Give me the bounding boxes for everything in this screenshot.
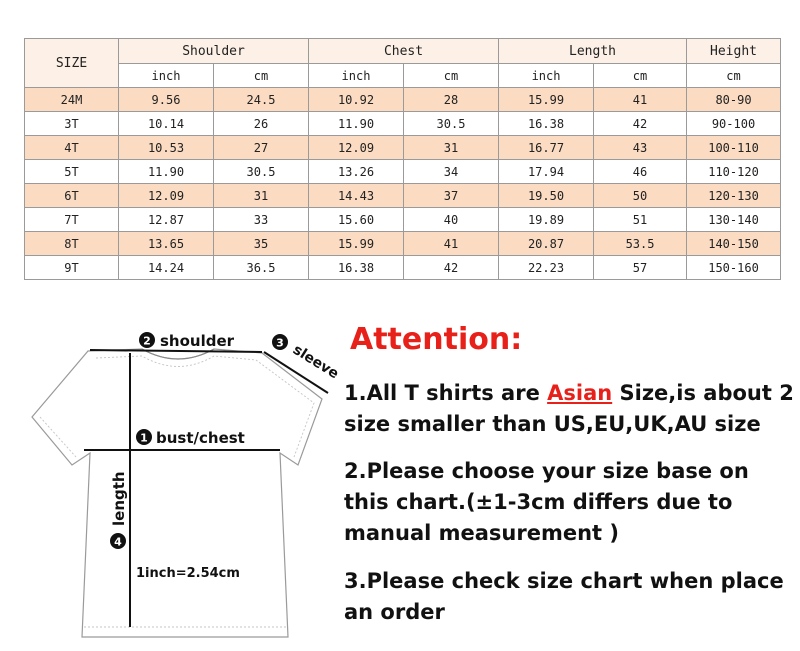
table-cell: 11.90 [309,112,404,136]
table-cell: 80-90 [687,88,781,112]
table-cell: 12.09 [309,136,404,160]
sleeve-label: sleeve [289,341,342,383]
table-row [25,88,781,112]
table-cell: 14.43 [309,184,404,208]
table-cell: 34 [404,160,499,184]
table-cell: 19.89 [499,208,594,232]
table-row [25,232,781,256]
chest-label: bust/chest [156,429,245,447]
table-cell: 22.23 [499,256,594,280]
table-cell: 16.77 [499,136,594,160]
table-cell: 140-150 [687,232,781,256]
table-cell: 90-100 [687,112,781,136]
table-cell: 31 [404,136,499,160]
table-row [25,136,781,160]
size-cell: 5T [25,160,119,184]
measurement-group-header: Length [499,39,687,64]
table-cell: 37 [404,184,499,208]
tshirt-measurement-diagram [18,325,348,645]
table-row [25,256,781,280]
size-cell: 4T [25,136,119,160]
table-cell: 26 [214,112,309,136]
note-1-suffix: Size,is about 2 size smaller than US,EU,UK,AU size [344,381,794,436]
chest-number: 1 [140,431,148,445]
table-cell: 17.94 [499,160,594,184]
unit-header: inch [309,64,404,88]
table-cell: 120-130 [687,184,781,208]
table-row [25,184,781,208]
table-cell: 19.50 [499,184,594,208]
table-cell: 20.87 [499,232,594,256]
size-chart-table [24,38,781,280]
size-cell: 3T [25,112,119,136]
table-cell: 30.5 [404,112,499,136]
table-cell: 15.99 [309,232,404,256]
table-cell: 12.09 [119,184,214,208]
unit-header: cm [594,64,687,88]
table-cell: 50 [594,184,687,208]
measurement-group-header: Shoulder [119,39,309,64]
note-check-chart: 3.Please check size chart when place an order [344,569,784,624]
table-row [25,208,781,232]
note-asian-size [344,378,796,440]
size-column-header: SIZE [25,39,119,88]
table-cell: 15.60 [309,208,404,232]
table-cell: 130-140 [687,208,781,232]
table-cell: 40 [404,208,499,232]
table-cell: 110-120 [687,160,781,184]
measurement-group-header: Height [687,39,781,64]
shoulder-label: shoulder [160,332,235,350]
table-row [25,160,781,184]
table-cell: 42 [594,112,687,136]
table-cell: 33 [214,208,309,232]
unit-header: cm [687,64,781,88]
table-cell: 14.24 [119,256,214,280]
table-cell: 150-160 [687,256,781,280]
unit-header: inch [119,64,214,88]
size-cell: 6T [25,184,119,208]
attention-title: Attention: [350,322,523,357]
table-cell: 12.87 [119,208,214,232]
tshirt-outline [32,349,322,637]
shoulder-measure-line [90,332,262,352]
table-cell: 10.14 [119,112,214,136]
table-cell: 24.5 [214,88,309,112]
note-1-prefix: 1.All T shirts are [344,381,548,405]
table-cell: 9.56 [119,88,214,112]
size-cell: 24M [25,88,119,112]
note-choose-size: 2.Please choose your size base on this chart.(±1-3cm differs due to manual measurement ) [344,459,749,545]
table-cell: 10.53 [119,136,214,160]
table-cell: 16.38 [499,112,594,136]
unit-conversion-note: 1inch=2.54cm [136,566,240,581]
table-cell: 35 [214,232,309,256]
table-cell: 31 [214,184,309,208]
table-cell: 41 [594,88,687,112]
table-cell: 13.26 [309,160,404,184]
measurement-group-header: Chest [309,39,499,64]
table-cell: 41 [404,232,499,256]
table-cell: 28 [404,88,499,112]
length-number: 4 [114,535,122,549]
size-cell: 8T [25,232,119,256]
table-cell: 11.90 [119,160,214,184]
sleeve-number: 3 [276,336,284,350]
table-cell: 42 [404,256,499,280]
table-cell: 43 [594,136,687,160]
table-cell: 51 [594,208,687,232]
table-cell: 10.92 [309,88,404,112]
asian-highlight: Asian [547,381,613,405]
shoulder-number: 2 [143,334,151,348]
table-cell: 15.99 [499,88,594,112]
table-cell: 53.5 [594,232,687,256]
table-cell: 13.65 [119,232,214,256]
table-header-row [25,39,781,64]
table-row [25,112,781,136]
table-cell: 16.38 [309,256,404,280]
size-cell: 7T [25,208,119,232]
table-unit-row [25,64,781,88]
table-cell: 100-110 [687,136,781,160]
table-cell: 30.5 [214,160,309,184]
size-cell: 9T [25,256,119,280]
table-cell: 27 [214,136,309,160]
table-cell: 36.5 [214,256,309,280]
length-label: length [110,471,128,526]
table-cell: 57 [594,256,687,280]
table-cell: 46 [594,160,687,184]
unit-header: cm [214,64,309,88]
unit-header: cm [404,64,499,88]
unit-header: inch [499,64,594,88]
